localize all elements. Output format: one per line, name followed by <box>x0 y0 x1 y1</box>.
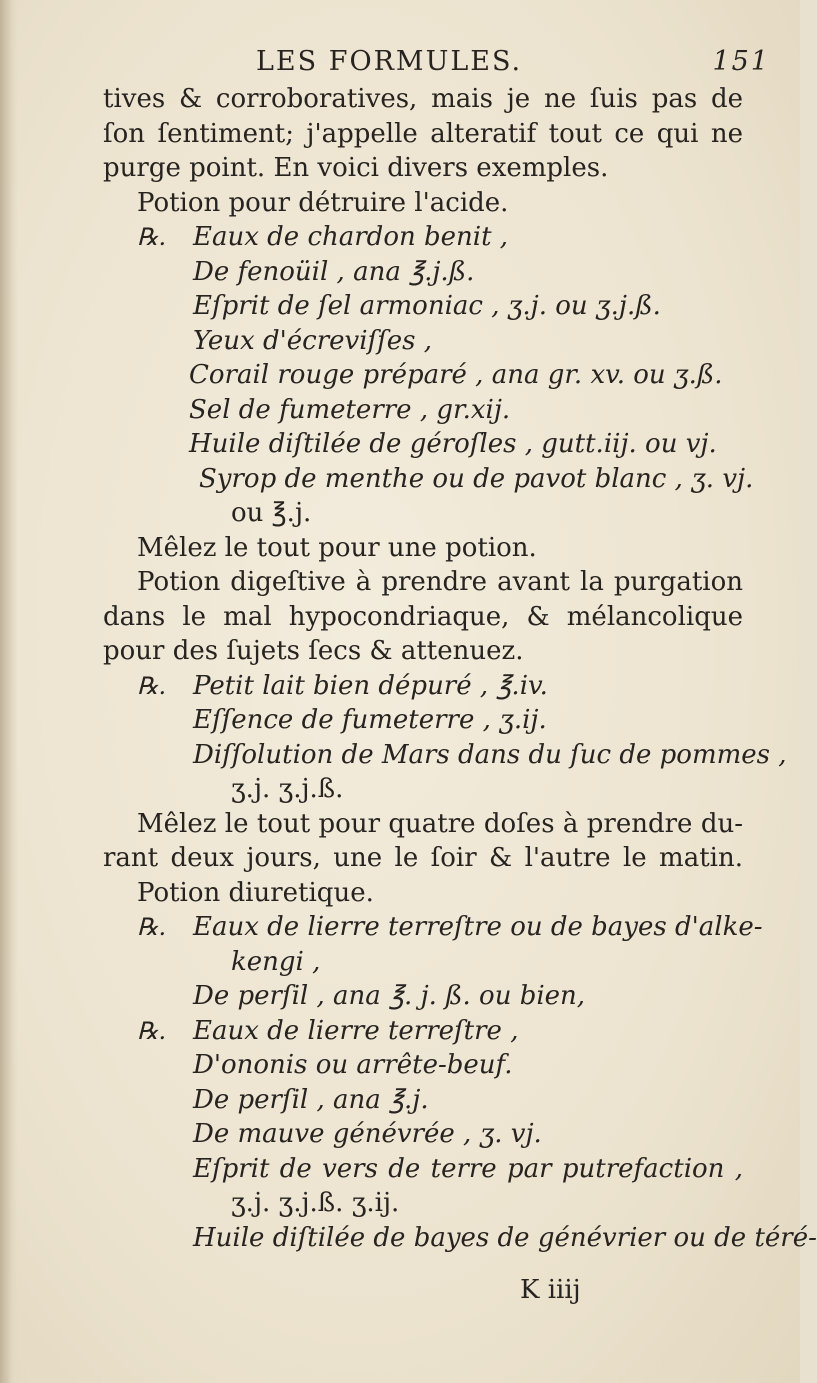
text-line <box>103 910 763 945</box>
text-line <box>103 1221 817 1256</box>
line-text: Mêlez le tout pour quatre doſes à prendre du- <box>137 808 743 839</box>
line-text: Eaux de lierre terreſtre ou de bayes d'alke- <box>193 912 763 942</box>
text-line <box>103 496 743 531</box>
page-number: 151 <box>712 46 770 77</box>
running-header <box>250 46 770 86</box>
line-text: Potion pour détruire l'acide. <box>137 187 509 218</box>
recipe-symbol: ℞. <box>137 671 167 700</box>
text-line <box>103 1117 743 1152</box>
text-line <box>103 1152 743 1187</box>
text-line <box>103 841 743 876</box>
line-text: ſon ſentiment; j'appelle alteratif tout ce qui ne <box>103 118 743 149</box>
text-line <box>103 289 743 324</box>
text-line <box>103 186 743 221</box>
text-line <box>103 669 743 704</box>
line-text: Eaux de lierre terreſtre , <box>193 1015 519 1046</box>
signature-mark: K iiij <box>520 1275 581 1305</box>
recipe-symbol: ℞. <box>137 913 167 941</box>
line-text: De perſil , ana ℥. j. ß. ou bien, <box>193 981 586 1011</box>
line-text: ou ℥.j. <box>231 498 312 528</box>
text-line <box>103 876 743 911</box>
line-text: Diſſolution de Mars dans du ſuc de pommes , <box>193 739 787 770</box>
text-line <box>103 738 787 773</box>
line-text: De fenoüil , ana ℥.j.ß. <box>193 256 475 287</box>
text-line <box>103 358 743 393</box>
line-text: tives & corroboratives, mais je ne ſuis pas de <box>103 84 743 114</box>
line-text: kengi , <box>231 946 321 977</box>
recipe-symbol: ℞. <box>137 1016 167 1045</box>
line-text: Eaux de chardon benit , <box>193 222 509 252</box>
text-line <box>103 1083 743 1118</box>
text-line <box>103 703 743 738</box>
line-text: purge point. En voici divers exemples. <box>103 153 609 183</box>
text-line <box>103 1048 743 1083</box>
text-line <box>103 324 743 359</box>
page-spine-shadow <box>0 0 18 1383</box>
line-text: De mauve génévrée , ʒ. vj. <box>193 1119 542 1149</box>
line-text: Eſprit de vers de terre par putrefaction , <box>193 1153 743 1184</box>
text-line <box>103 979 743 1014</box>
text-line <box>103 1186 743 1221</box>
running-title: LES FORMULES. <box>256 46 523 77</box>
line-text: D'ononis ou arrête-beuf. <box>193 1050 513 1080</box>
text-line <box>103 117 743 152</box>
text-line <box>103 634 743 669</box>
line-text: ʒ.j. ʒ.j.ß. <box>231 774 344 804</box>
text-line <box>103 393 743 428</box>
line-text: Yeux d'écreviſſes , <box>193 325 433 356</box>
line-text: ʒ.j. ʒ.j.ß. ʒ.ij. <box>231 1188 400 1218</box>
text-line <box>103 82 743 117</box>
line-text: Potion digeſtive à prendre avant la purgation <box>137 567 743 597</box>
line-text: Huile diſtilée de géroſles , gutt.iij. ou vj. <box>189 429 717 459</box>
text-line <box>103 772 743 807</box>
body-text <box>103 82 817 1255</box>
line-text: Syrop de menthe ou de pavot blanc , ʒ. vj. <box>199 463 754 494</box>
line-text: Petit lait bien dépuré , ℥.iv. <box>193 670 548 701</box>
line-text: rant deux jours, une le ſoir & l'autre le matin. <box>103 843 743 873</box>
text-line <box>103 807 743 842</box>
line-text: Potion diuretique. <box>137 877 374 908</box>
line-text: Huile diſtilée de bayes de génévrier ou de téré- <box>193 1222 817 1253</box>
text-line <box>103 531 743 566</box>
text-line <box>103 600 743 635</box>
text-line <box>103 565 743 600</box>
line-text: dans le mal hypocondriaque, & mélancolique <box>103 601 743 632</box>
line-text: De perſil , ana ℥.j. <box>193 1084 429 1115</box>
text-line <box>103 255 743 290</box>
line-text: Corail rouge préparé , ana gr. xv. ou ʒ.ß. <box>189 360 723 390</box>
recipe-symbol: ℞. <box>137 223 167 251</box>
line-text: Eſſence de fumeterre , ʒ.ij. <box>193 705 547 735</box>
line-text: pour des ſujets ſecs & attenuez. <box>103 636 524 666</box>
line-text: Mêlez le tout pour une potion. <box>137 532 537 563</box>
line-text: Sel de fumeterre , gr.xij. <box>189 394 511 425</box>
text-line <box>103 427 743 462</box>
text-line <box>103 1014 743 1049</box>
text-line <box>103 945 743 980</box>
text-line <box>103 462 754 497</box>
text-line <box>103 220 743 255</box>
line-text: Eſprit de ſel armoniac , ʒ.j. ou ʒ.j.ß. <box>193 291 661 321</box>
text-line <box>103 151 743 186</box>
